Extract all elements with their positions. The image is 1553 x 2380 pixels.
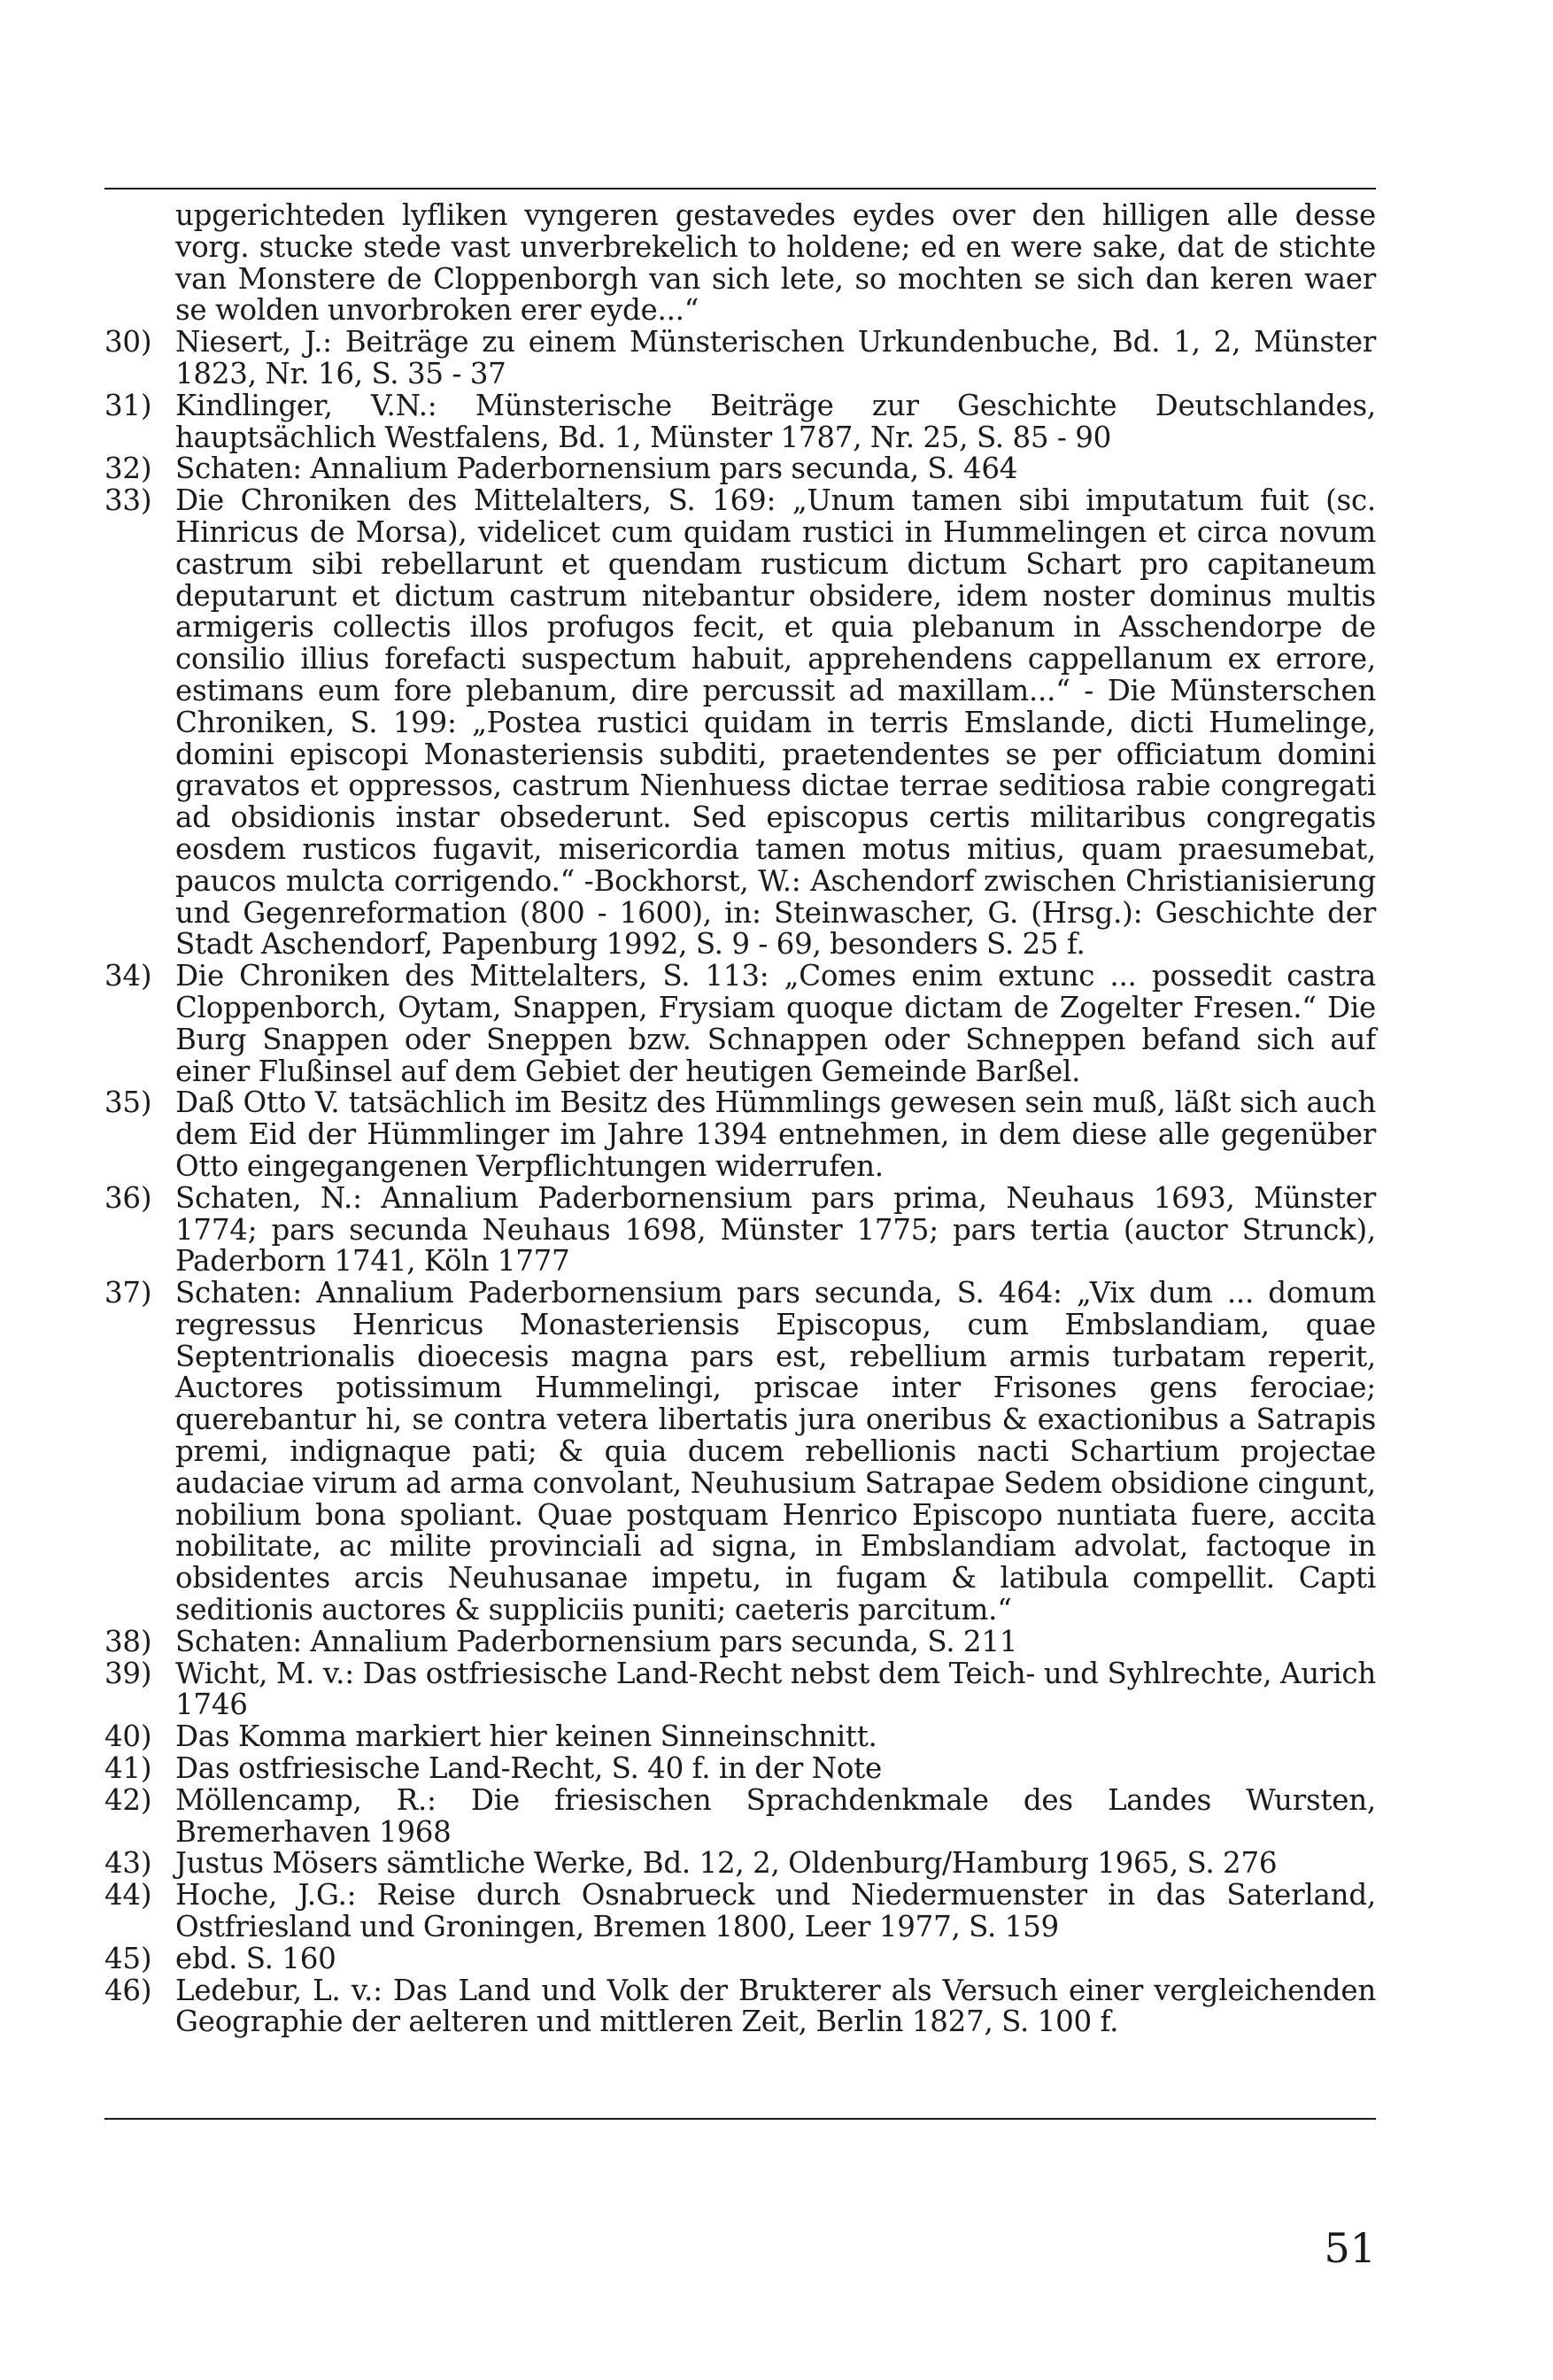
footnote [104, 1658, 1376, 1722]
footnote-text: Kindlinger, V.N.: Münsterische Beiträge zur Geschichte Deutschlandes, hauptsächlich Westfalens, Bd. 1, Münster 1787, Nr. 25, S. 85 - 90 [175, 388, 1376, 454]
footnote [104, 1848, 1376, 1880]
footnote [104, 1782, 1376, 1849]
footnote-number: 43) [104, 1846, 152, 1881]
footnote-text: ebd. S. 160 [175, 1941, 336, 1975]
footnote-text: Hoche, J.G.: Reise durch Osnabrueck und Niedermuenster in das Saterland, Ostfriesland und Groningen, Bremen 1800, Leer 1977, S. 159 [175, 1878, 1376, 1944]
footnote-number: 45) [104, 1941, 152, 1975]
footnote-number: 37) [104, 1276, 152, 1310]
footnote-number: 38) [104, 1624, 152, 1658]
footnote-number: 33) [104, 483, 152, 518]
footnote-text: Wicht, M. v.: Das ostfriesische Land-Recht nebst dem Teich- und Syhlrechte, Aurich 1746 [175, 1656, 1376, 1722]
footnote-text: Ledebur, L. v.: Das Land und Volk der Brukterer als Versuch einer vergleichenden Geographie der aelteren und mittleren Zeit, Berlin 1827, S. 100 f. [175, 1973, 1376, 2039]
page-number: 51 [1324, 2224, 1376, 2272]
footnote-text: Die Chroniken des Mittelalters, S. 113: „Comes enim extunc ... possedit castra Cloppenborch, Oytam, Snappen, Frysiam quoque dictam de Zogelter Fresen.“ Die Burg Snappen oder Sneppen bzw. Schnappen oder Schneppen befand sich auf einer Flußinsel auf dem Gebiet der heutigen Gemeinde Barßel. [175, 959, 1376, 1088]
footnote [104, 1975, 1376, 2039]
bottom-rule [104, 2118, 1376, 2120]
footnote-number: 39) [104, 1656, 152, 1690]
footnote [104, 200, 1376, 327]
footnote [104, 1721, 1376, 1753]
footnote [104, 327, 1376, 390]
footnotes [104, 200, 1376, 2038]
footnote [104, 1880, 1376, 1943]
footnote [104, 1180, 1376, 1279]
top-rule [104, 188, 1376, 189]
footnote [104, 1278, 1376, 1627]
footnote-text: Schaten, N.: Annalium Paderbornensium pars prima, Neuhaus 1693, Münster 1774; pars secunda Neuhaus 1698, Münster 1775; pars tertia (auctor Strunck), Paderborn 1741, Köln 1777 [175, 1180, 1376, 1279]
footnote-text: Schaten: Annalium Paderbornensium pars secunda, S. 464: „Vix dum ... domum regressus Henricus Monasteriensis Episcopus, cum Embslandiam, quae Septentrionalis dioecesis magna pars est, rebellium armis turbatam reperit, Auctores potissimum Hummelingi, priscae inter Frisones gens ferociae; querebantur hi, se contra vetera libertatis jura oneribus & exactionibus a Satrapis premi, indignaque pati; & quia ducem rebellionis nacti Schartium projectae audaciae virum ad arma convolant, Neuhusium Satrapae Sedem obsidione cingunt, nobilium bona spoliant. Quae postquam Henrico Episcopo nuntiata fuere, accita nobilitate, ac milite provinciali ad signa, in Embslandiam advolat, factoque in obsidentes arcis Neuhusanae impetu, in fugam & latibula compellit. Capti seditionis auctores & suppliciis puniti; caeteris parcitum.“ [175, 1276, 1376, 1627]
footnote-text: Das ostfriesische Land-Recht, S. 40 f. in der Note [175, 1751, 882, 1786]
footnote-number: 34) [104, 959, 152, 993]
footnote-number: 46) [104, 1973, 152, 2007]
footnote [104, 1624, 1376, 1658]
footnote-number: 31) [104, 388, 152, 422]
footnote-text: Schaten: Annalium Paderbornensium pars secunda, S. 211 [175, 1624, 1018, 1658]
footnote [104, 453, 1376, 485]
footnote-text: Schaten: Annalium Paderbornensium pars secunda, S. 464 [175, 452, 1018, 486]
footnote [104, 1087, 1376, 1182]
footnote [104, 485, 1376, 961]
footnote [104, 390, 1376, 454]
footnote [104, 961, 1376, 1087]
footnote [104, 1943, 1376, 1975]
footnote-number: 30) [104, 325, 152, 359]
footnote-number: 44) [104, 1878, 152, 1912]
footnote [104, 1753, 1376, 1785]
footnote-number: 36) [104, 1180, 152, 1215]
footnote-text: Die Chroniken des Mittelalters, S. 169: „Unum tamen sibi imputatum fuit (sc. Hinricus de Morsa), videlicet cum quidam rustici in Hummelingen et circa novum castrum sibi rebellarunt et quendam rusticum dictum Schart pro capitaneum deputarunt et dictum castrum nitebantur obsidere, idem noster dominus multis armigeris collectis illos profugos fecit, et quia plebanum in Asschendorpe de consilio illius forefacti suspectum habuit, apprehendens cappellanum ex errore, estimans eum fore plebanum, dire percussit ad maxillam...“ - Die Münsterschen Chroniken, S. 199: „Postea rustici quidam in terris Emslande, dicti Humelinge, domini episcopi Monasteriensis subditi, praetendentes se per officiatum domini gravatos et oppressos, castrum Nienhuess dictae terrae seditiosa rabie congregati ad obsidionis instar obsederunt. Sed episcopus certis militaribus congregatis eosdem rusticos fugavit, misericordia tamen motus mitius, quam praesumebat, paucos mulcta corrigendo.“ -Bockhorst, W.: Aschendorf zwischen Christianisierung und Gegenreformation (800 - 1600), in: Steinwascher, G. (Hrsg.): Geschichte der Stadt Aschendorf, Papenburg 1992, S. 9 - 69, besonders S. 25 f. [175, 483, 1376, 962]
footnote-number: 35) [104, 1086, 152, 1120]
footnote-text: Möllencamp, R.: Die friesischen Sprachdenkmale des Landes Wursten, Bremerhaven 1968 [175, 1782, 1376, 1849]
footnote-number: 41) [104, 1751, 152, 1786]
footnote-text: upgerichteden lyfliken vyngeren gestavedes eydes over den hilligen alle desse vorg. stucke stede vast unverbrekelich to holdene; ed en were sake, dat de stichte van Monstere de Cloppenborgh van sich lete, so mochten se sich dan keren waer se wolden unvorbroken erer eyde...“ [175, 198, 1376, 328]
footnote-number: 42) [104, 1782, 152, 1817]
footnote-text: Justus Mösers sämtliche Werke, Bd. 12, 2, Oldenburg/Hamburg 1965, S. 276 [175, 1846, 1278, 1881]
footnote-text: Niesert, J.: Beiträge zu einem Münsterischen Urkundenbuche, Bd. 1, 2, Münster 1823, Nr. 16, S. 35 - 37 [175, 325, 1376, 390]
footnote-number: 32) [104, 452, 152, 486]
footnote-text: Daß Otto V. tatsächlich im Besitz des Hümmlings gewesen sein muß, läßt sich auch dem Eid der Hümmlinger im Jahre 1394 entnehmen, in dem diese alle gegenüber Otto eingegangenen Verpflichtungen widerrufen. [175, 1086, 1376, 1183]
footnote-text: Das Komma markiert hier keinen Sinneinschnitt. [175, 1719, 877, 1754]
footnote-number: 40) [104, 1719, 152, 1754]
